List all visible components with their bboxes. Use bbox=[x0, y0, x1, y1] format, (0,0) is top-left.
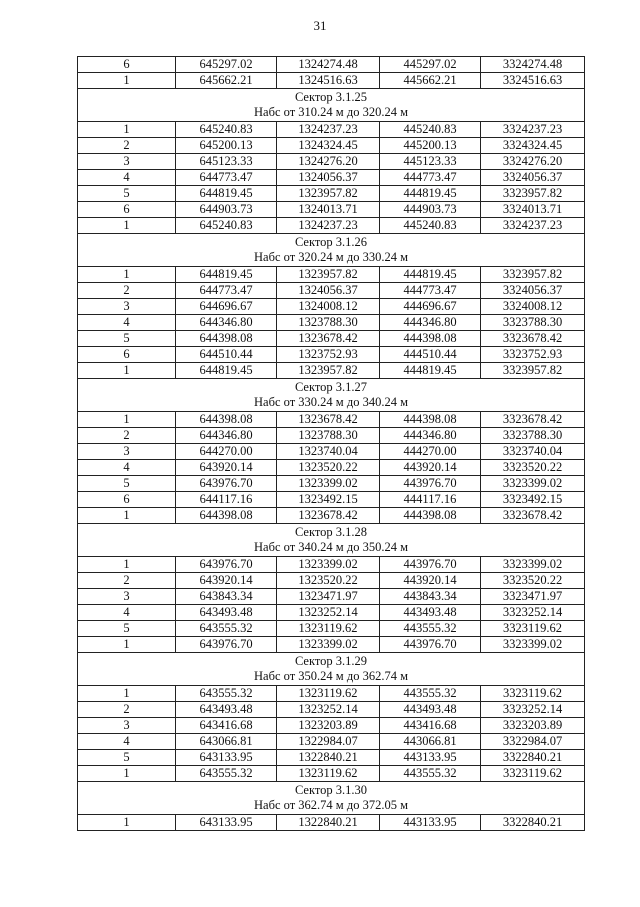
y-local-cell: 3323678.42 bbox=[481, 331, 585, 347]
y-coordinate-cell: 1324056.37 bbox=[277, 283, 380, 299]
x-local-cell: 443133.95 bbox=[380, 815, 481, 831]
y-coordinate-cell: 1323119.62 bbox=[277, 766, 380, 782]
y-local-cell: 3323752.93 bbox=[481, 347, 585, 363]
x-coordinate-cell: 645662.21 bbox=[176, 73, 277, 89]
x-coordinate-cell: 643555.32 bbox=[176, 766, 277, 782]
y-coordinate-cell: 1322840.21 bbox=[277, 815, 380, 831]
table-row bbox=[78, 218, 585, 234]
point-number-cell: 1 bbox=[78, 815, 176, 831]
table-row bbox=[78, 347, 585, 363]
x-coordinate-cell: 644510.44 bbox=[176, 347, 277, 363]
y-local-cell: 3324276.20 bbox=[481, 154, 585, 170]
x-coordinate-cell: 643555.32 bbox=[176, 686, 277, 702]
x-coordinate-cell: 643976.70 bbox=[176, 476, 277, 492]
table-row bbox=[78, 315, 585, 331]
y-local-cell: 3324324.45 bbox=[481, 138, 585, 154]
y-coordinate-cell: 1323520.22 bbox=[277, 573, 380, 589]
y-coordinate-cell: 1323788.30 bbox=[277, 315, 380, 331]
x-local-cell: 445123.33 bbox=[380, 154, 481, 170]
point-number-cell: 1 bbox=[78, 766, 176, 782]
y-local-cell: 3324237.23 bbox=[481, 122, 585, 138]
sector-title: Сектор 3.1.25 bbox=[294, 90, 368, 104]
y-coordinate-cell: 1323399.02 bbox=[277, 637, 380, 653]
x-local-cell: 444346.80 bbox=[380, 315, 481, 331]
sector-header bbox=[78, 89, 585, 122]
x-coordinate-cell: 644696.67 bbox=[176, 299, 277, 315]
table-row bbox=[78, 766, 585, 782]
y-coordinate-cell: 1323788.30 bbox=[277, 428, 380, 444]
y-local-cell: 3323119.62 bbox=[481, 686, 585, 702]
x-local-cell: 444398.08 bbox=[380, 508, 481, 524]
x-coordinate-cell: 645240.83 bbox=[176, 218, 277, 234]
x-local-cell: 443555.32 bbox=[380, 686, 481, 702]
x-local-cell: 445662.21 bbox=[380, 73, 481, 89]
sector-header bbox=[78, 782, 585, 815]
x-local-cell: 444819.45 bbox=[380, 363, 481, 379]
x-local-cell: 443066.81 bbox=[380, 734, 481, 750]
point-number-cell: 6 bbox=[78, 492, 176, 508]
x-local-cell: 444117.16 bbox=[380, 492, 481, 508]
y-local-cell: 3323252.14 bbox=[481, 605, 585, 621]
point-number-cell: 1 bbox=[78, 73, 176, 89]
y-coordinate-cell: 1323740.04 bbox=[277, 444, 380, 460]
x-coordinate-cell: 644903.73 bbox=[176, 202, 277, 218]
y-local-cell: 3323957.82 bbox=[481, 267, 585, 283]
y-coordinate-cell: 1323203.89 bbox=[277, 718, 380, 734]
x-coordinate-cell: 643555.32 bbox=[176, 621, 277, 637]
x-local-cell: 443555.32 bbox=[380, 766, 481, 782]
y-coordinate-cell: 1323678.42 bbox=[277, 331, 380, 347]
y-coordinate-cell: 1323957.82 bbox=[277, 267, 380, 283]
table-row bbox=[78, 750, 585, 766]
y-local-cell: 3324008.12 bbox=[481, 299, 585, 315]
x-local-cell: 444903.73 bbox=[380, 202, 481, 218]
table-row bbox=[78, 686, 585, 702]
x-coordinate-cell: 644117.16 bbox=[176, 492, 277, 508]
table-row bbox=[78, 815, 585, 831]
y-local-cell: 3323471.97 bbox=[481, 589, 585, 605]
sector-header bbox=[78, 653, 585, 686]
y-local-cell: 3324056.37 bbox=[481, 170, 585, 186]
x-coordinate-cell: 644398.08 bbox=[176, 412, 277, 428]
y-local-cell: 3324516.63 bbox=[481, 73, 585, 89]
table-row bbox=[78, 202, 585, 218]
y-local-cell: 3323957.82 bbox=[481, 363, 585, 379]
y-coordinate-cell: 1323492.15 bbox=[277, 492, 380, 508]
point-number-cell: 3 bbox=[78, 589, 176, 605]
sector-height-range: Набс от 320.24 м до 330.24 м bbox=[254, 250, 408, 264]
y-local-cell: 3323492.15 bbox=[481, 492, 585, 508]
table-row bbox=[78, 589, 585, 605]
point-number-cell: 1 bbox=[78, 637, 176, 653]
y-local-cell: 3323520.22 bbox=[481, 460, 585, 476]
x-coordinate-cell: 644346.80 bbox=[176, 315, 277, 331]
x-coordinate-cell: 644773.47 bbox=[176, 170, 277, 186]
x-coordinate-cell: 643976.70 bbox=[176, 637, 277, 653]
y-coordinate-cell: 1324516.63 bbox=[277, 73, 380, 89]
table-row bbox=[78, 170, 585, 186]
x-coordinate-cell: 643066.81 bbox=[176, 734, 277, 750]
x-local-cell: 444773.47 bbox=[380, 170, 481, 186]
point-number-cell: 6 bbox=[78, 347, 176, 363]
y-local-cell: 3323740.04 bbox=[481, 444, 585, 460]
table-row bbox=[78, 718, 585, 734]
y-coordinate-cell: 1324276.20 bbox=[277, 154, 380, 170]
table-row bbox=[78, 444, 585, 460]
sector-title: Сектор 3.1.28 bbox=[294, 525, 368, 539]
y-coordinate-cell: 1323252.14 bbox=[277, 605, 380, 621]
y-local-cell: 3323678.42 bbox=[481, 412, 585, 428]
point-number-cell: 3 bbox=[78, 299, 176, 315]
y-local-cell: 3324237.23 bbox=[481, 218, 585, 234]
x-coordinate-cell: 644398.08 bbox=[176, 508, 277, 524]
x-coordinate-cell: 644270.00 bbox=[176, 444, 277, 460]
point-number-cell: 1 bbox=[78, 267, 176, 283]
point-number-cell: 4 bbox=[78, 734, 176, 750]
y-coordinate-cell: 1324237.23 bbox=[277, 218, 380, 234]
x-local-cell: 443843.34 bbox=[380, 589, 481, 605]
table-row bbox=[78, 57, 585, 73]
x-coordinate-cell: 643920.14 bbox=[176, 573, 277, 589]
x-local-cell: 444270.00 bbox=[380, 444, 481, 460]
point-number-cell: 4 bbox=[78, 170, 176, 186]
point-number-cell: 2 bbox=[78, 138, 176, 154]
table-row bbox=[78, 734, 585, 750]
table-row bbox=[78, 122, 585, 138]
y-coordinate-cell: 1324274.48 bbox=[277, 57, 380, 73]
point-number-cell: 3 bbox=[78, 718, 176, 734]
x-local-cell: 443976.70 bbox=[380, 476, 481, 492]
sector-height-range: Набс от 310.24 м до 320.24 м bbox=[254, 105, 408, 119]
y-coordinate-cell: 1323678.42 bbox=[277, 508, 380, 524]
x-coordinate-cell: 643133.95 bbox=[176, 815, 277, 831]
sector-header-row bbox=[78, 782, 585, 815]
y-local-cell: 3323788.30 bbox=[481, 428, 585, 444]
point-number-cell: 5 bbox=[78, 476, 176, 492]
x-coordinate-cell: 645200.13 bbox=[176, 138, 277, 154]
y-local-cell: 3323678.42 bbox=[481, 508, 585, 524]
y-local-cell: 3324274.48 bbox=[481, 57, 585, 73]
x-local-cell: 444819.45 bbox=[380, 267, 481, 283]
y-coordinate-cell: 1323119.62 bbox=[277, 621, 380, 637]
x-coordinate-cell: 643843.34 bbox=[176, 589, 277, 605]
x-local-cell: 444510.44 bbox=[380, 347, 481, 363]
x-local-cell: 444773.47 bbox=[380, 283, 481, 299]
sector-header-row bbox=[78, 653, 585, 686]
y-local-cell: 3323957.82 bbox=[481, 186, 585, 202]
x-coordinate-cell: 644819.45 bbox=[176, 363, 277, 379]
x-coordinate-cell: 643133.95 bbox=[176, 750, 277, 766]
point-number-cell: 3 bbox=[78, 444, 176, 460]
x-coordinate-cell: 643493.48 bbox=[176, 605, 277, 621]
y-coordinate-cell: 1323752.93 bbox=[277, 347, 380, 363]
point-number-cell: 1 bbox=[78, 686, 176, 702]
table-row bbox=[78, 363, 585, 379]
point-number-cell: 2 bbox=[78, 573, 176, 589]
y-local-cell: 3323119.62 bbox=[481, 621, 585, 637]
x-coordinate-cell: 644773.47 bbox=[176, 283, 277, 299]
sector-header-row bbox=[78, 89, 585, 122]
y-local-cell: 3323399.02 bbox=[481, 557, 585, 573]
y-local-cell: 3324013.71 bbox=[481, 202, 585, 218]
point-number-cell: 6 bbox=[78, 202, 176, 218]
table-row bbox=[78, 412, 585, 428]
x-coordinate-cell: 645297.02 bbox=[176, 57, 277, 73]
table-row bbox=[78, 154, 585, 170]
x-local-cell: 445240.83 bbox=[380, 122, 481, 138]
y-coordinate-cell: 1323957.82 bbox=[277, 186, 380, 202]
point-number-cell: 4 bbox=[78, 315, 176, 331]
point-number-cell: 1 bbox=[78, 363, 176, 379]
point-number-cell: 2 bbox=[78, 283, 176, 299]
y-local-cell: 3323520.22 bbox=[481, 573, 585, 589]
sector-height-range: Набс от 340.24 м до 350.24 м bbox=[254, 540, 408, 554]
sector-header-row bbox=[78, 379, 585, 412]
table-row bbox=[78, 299, 585, 315]
sector-title: Сектор 3.1.27 bbox=[294, 380, 368, 394]
y-coordinate-cell: 1323471.97 bbox=[277, 589, 380, 605]
y-coordinate-cell: 1323520.22 bbox=[277, 460, 380, 476]
y-coordinate-cell: 1324237.23 bbox=[277, 122, 380, 138]
point-number-cell: 1 bbox=[78, 508, 176, 524]
table-row bbox=[78, 138, 585, 154]
y-coordinate-cell: 1323399.02 bbox=[277, 476, 380, 492]
x-local-cell: 443976.70 bbox=[380, 557, 481, 573]
table-row bbox=[78, 476, 585, 492]
x-coordinate-cell: 643920.14 bbox=[176, 460, 277, 476]
table-row bbox=[78, 283, 585, 299]
x-local-cell: 443416.68 bbox=[380, 718, 481, 734]
table-row bbox=[78, 331, 585, 347]
sector-header bbox=[78, 379, 585, 412]
page-number: 31 bbox=[313, 18, 327, 33]
x-local-cell: 443493.48 bbox=[380, 605, 481, 621]
table-row bbox=[78, 492, 585, 508]
sector-header bbox=[78, 234, 585, 267]
y-local-cell: 3323399.02 bbox=[481, 476, 585, 492]
y-coordinate-cell: 1324008.12 bbox=[277, 299, 380, 315]
y-local-cell: 3322840.21 bbox=[481, 815, 585, 831]
table-row bbox=[78, 702, 585, 718]
point-number-cell: 5 bbox=[78, 186, 176, 202]
x-local-cell: 443555.32 bbox=[380, 621, 481, 637]
x-local-cell: 445297.02 bbox=[380, 57, 481, 73]
x-coordinate-cell: 643976.70 bbox=[176, 557, 277, 573]
sector-title: Сектор 3.1.29 bbox=[294, 654, 368, 668]
table-row bbox=[78, 508, 585, 524]
y-coordinate-cell: 1324013.71 bbox=[277, 202, 380, 218]
table-row bbox=[78, 460, 585, 476]
table-row bbox=[78, 621, 585, 637]
table-row bbox=[78, 605, 585, 621]
table-row bbox=[78, 637, 585, 653]
point-number-cell: 1 bbox=[78, 557, 176, 573]
y-local-cell: 3323399.02 bbox=[481, 637, 585, 653]
y-local-cell: 3324056.37 bbox=[481, 283, 585, 299]
x-local-cell: 444398.08 bbox=[380, 331, 481, 347]
point-number-cell: 2 bbox=[78, 428, 176, 444]
sector-title: Сектор 3.1.30 bbox=[294, 783, 368, 797]
point-number-cell: 1 bbox=[78, 218, 176, 234]
x-local-cell: 445200.13 bbox=[380, 138, 481, 154]
x-coordinate-cell: 644819.45 bbox=[176, 267, 277, 283]
y-coordinate-cell: 1324056.37 bbox=[277, 170, 380, 186]
y-local-cell: 3323203.89 bbox=[481, 718, 585, 734]
x-local-cell: 444819.45 bbox=[380, 186, 481, 202]
y-coordinate-cell: 1322984.07 bbox=[277, 734, 380, 750]
point-number-cell: 1 bbox=[78, 122, 176, 138]
y-coordinate-cell: 1324324.45 bbox=[277, 138, 380, 154]
y-coordinate-cell: 1323119.62 bbox=[277, 686, 380, 702]
point-number-cell: 1 bbox=[78, 412, 176, 428]
sector-header-row bbox=[78, 234, 585, 267]
sector-height-range: Набс от 362.74 м до 372.05 м bbox=[254, 798, 408, 812]
sector-header-row bbox=[78, 524, 585, 557]
y-local-cell: 3322984.07 bbox=[481, 734, 585, 750]
coordinates-table bbox=[77, 56, 585, 831]
x-coordinate-cell: 643416.68 bbox=[176, 718, 277, 734]
x-local-cell: 443920.14 bbox=[380, 573, 481, 589]
table-row bbox=[78, 73, 585, 89]
point-number-cell: 2 bbox=[78, 702, 176, 718]
sector-title: Сектор 3.1.26 bbox=[294, 235, 368, 249]
y-local-cell: 3323252.14 bbox=[481, 702, 585, 718]
x-local-cell: 443920.14 bbox=[380, 460, 481, 476]
y-local-cell: 3323788.30 bbox=[481, 315, 585, 331]
point-number-cell: 4 bbox=[78, 605, 176, 621]
point-number-cell: 6 bbox=[78, 57, 176, 73]
x-local-cell: 443133.95 bbox=[380, 750, 481, 766]
table-row bbox=[78, 573, 585, 589]
point-number-cell: 4 bbox=[78, 460, 176, 476]
x-coordinate-cell: 644346.80 bbox=[176, 428, 277, 444]
x-local-cell: 444696.67 bbox=[380, 299, 481, 315]
x-coordinate-cell: 644819.45 bbox=[176, 186, 277, 202]
point-number-cell: 3 bbox=[78, 154, 176, 170]
y-local-cell: 3323119.62 bbox=[481, 766, 585, 782]
y-coordinate-cell: 1322840.21 bbox=[277, 750, 380, 766]
point-number-cell: 5 bbox=[78, 331, 176, 347]
sector-height-range: Набс от 350.24 м до 362.74 м bbox=[254, 669, 408, 683]
y-coordinate-cell: 1323252.14 bbox=[277, 702, 380, 718]
x-local-cell: 445240.83 bbox=[380, 218, 481, 234]
x-coordinate-cell: 643493.48 bbox=[176, 702, 277, 718]
sector-header bbox=[78, 524, 585, 557]
x-coordinate-cell: 644398.08 bbox=[176, 331, 277, 347]
table-row bbox=[78, 267, 585, 283]
x-coordinate-cell: 645240.83 bbox=[176, 122, 277, 138]
y-coordinate-cell: 1323957.82 bbox=[277, 363, 380, 379]
sector-height-range: Набс от 330.24 м до 340.24 м bbox=[254, 395, 408, 409]
x-local-cell: 443976.70 bbox=[380, 637, 481, 653]
table-row bbox=[78, 186, 585, 202]
point-number-cell: 5 bbox=[78, 621, 176, 637]
x-local-cell: 444398.08 bbox=[380, 412, 481, 428]
x-local-cell: 443493.48 bbox=[380, 702, 481, 718]
table-row bbox=[78, 557, 585, 573]
y-coordinate-cell: 1323399.02 bbox=[277, 557, 380, 573]
table-row bbox=[78, 428, 585, 444]
y-coordinate-cell: 1323678.42 bbox=[277, 412, 380, 428]
point-number-cell: 5 bbox=[78, 750, 176, 766]
x-coordinate-cell: 645123.33 bbox=[176, 154, 277, 170]
x-local-cell: 444346.80 bbox=[380, 428, 481, 444]
y-local-cell: 3322840.21 bbox=[481, 750, 585, 766]
